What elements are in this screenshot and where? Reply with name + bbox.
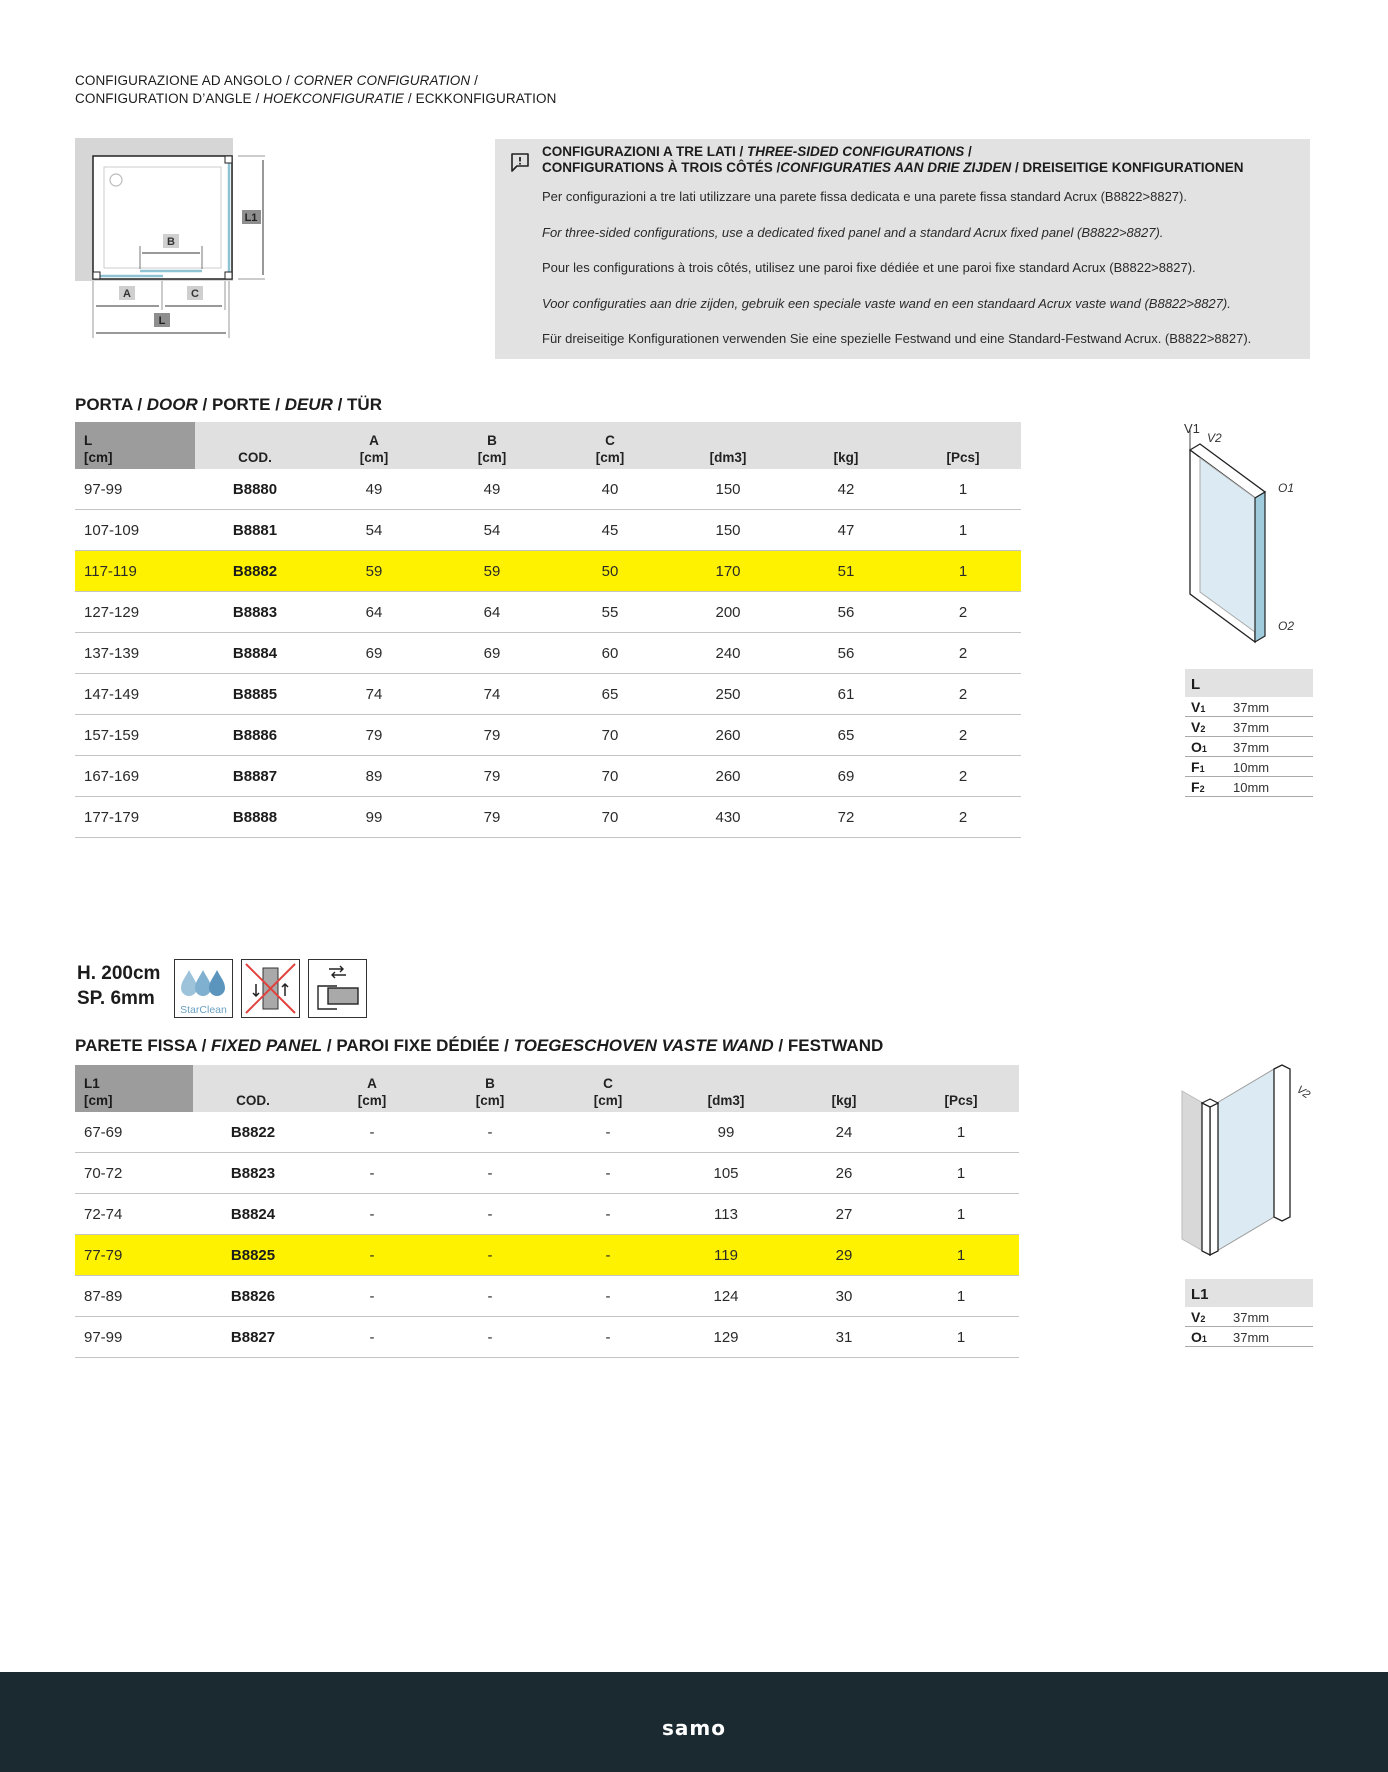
- table-cell: 1: [903, 1276, 1019, 1317]
- table-cell: 119: [667, 1235, 785, 1276]
- header-unit: [cm]: [359, 450, 389, 465]
- profile-key-letter: O: [1191, 1329, 1202, 1345]
- table-row: [75, 1153, 1019, 1194]
- table-cell: -: [549, 1194, 667, 1235]
- profile-value: 10mm: [1233, 780, 1270, 795]
- table-row: [75, 551, 1021, 592]
- table-cell: -: [549, 1317, 667, 1358]
- profile-row: [1185, 717, 1313, 737]
- table-cell: 2: [905, 797, 1021, 838]
- product-code-cell: B8827: [193, 1317, 313, 1358]
- profile-key-letter: F: [1191, 759, 1200, 775]
- header-unit: [kg]: [833, 450, 859, 465]
- table-cell: 69: [787, 756, 905, 797]
- table-cell: 2: [905, 756, 1021, 797]
- table-cell: 1: [903, 1194, 1019, 1235]
- header-unit: [cm]: [593, 1093, 623, 1108]
- table-cell: 167-169: [75, 756, 195, 797]
- profile-value: 37mm: [1233, 700, 1270, 715]
- table-cell: 54: [315, 510, 433, 551]
- table-cell: -: [431, 1112, 549, 1153]
- header-top: [669, 432, 787, 449]
- header-top: [667, 1075, 785, 1092]
- table-cell: 2: [905, 592, 1021, 633]
- label-v2: V2: [1294, 1083, 1313, 1102]
- table-cell: 65: [551, 674, 669, 715]
- profile-left: [1210, 1103, 1218, 1255]
- notice-text-fr: Pour les configurations à trois côtés, utilisez une paroi fixe dédiée et une paroi fixe standard Acrux (B8822>8827).: [542, 260, 1196, 275]
- table-row: [75, 1194, 1019, 1235]
- label-c: C: [191, 288, 199, 300]
- column-header: [667, 1065, 785, 1112]
- column-header: [549, 1065, 667, 1112]
- table-cell: 61: [787, 674, 905, 715]
- notice-text-nl: Voor configuraties aan drie zijden, gebruik een speciale vaste wand en een standaard Acrux vaste wand (B8822>8827).: [542, 296, 1231, 311]
- table-cell: 1: [905, 469, 1021, 510]
- profile-key-index: 2: [1200, 724, 1206, 734]
- table-cell: 97-99: [75, 469, 195, 510]
- starclean-label: StarClean: [180, 1004, 227, 1016]
- profile-key-index: 1: [1199, 764, 1205, 774]
- profile-row: [1185, 777, 1313, 797]
- profile-key-letter: V: [1191, 719, 1201, 735]
- column-header: [195, 422, 315, 469]
- table-cell: 45: [551, 510, 669, 551]
- starclean-graphic: [175, 960, 232, 1017]
- table-cell: 70: [551, 715, 669, 756]
- label-o2: O2: [1278, 619, 1295, 633]
- profile-key-index: 2: [1199, 784, 1205, 794]
- table-cell: 69: [433, 633, 551, 674]
- table-cell: 72: [787, 797, 905, 838]
- table-cell: 59: [433, 551, 551, 592]
- profile-key: [1185, 777, 1233, 796]
- header-top: L: [84, 433, 93, 448]
- table-cell: 50: [551, 551, 669, 592]
- table-cell: 107-109: [75, 510, 195, 551]
- table-cell: -: [313, 1235, 431, 1276]
- table-cell: 49: [315, 469, 433, 510]
- profile-row: [1185, 737, 1313, 757]
- table-cell: 260: [669, 715, 787, 756]
- table-row: [75, 715, 1021, 756]
- table-row: [75, 633, 1021, 674]
- table-row: [75, 674, 1021, 715]
- header-unit: COD.: [236, 1093, 270, 1108]
- fixed-panel-table: [75, 1065, 1019, 1358]
- table-cell: 65: [787, 715, 905, 756]
- notice-text-en: For three-sided configurations, use a dedicated fixed panel and a standard Acrux fixed panel (B8822>8827).: [542, 225, 1164, 240]
- notice-text-it: Per configurazioni a tre lati utilizzare una parete fissa dedicata e una parete fissa standard Acrux (B8822>8827).: [542, 189, 1187, 204]
- header-unit: [cm]: [84, 450, 113, 465]
- label-a: A: [123, 288, 131, 300]
- profile-key-index: 1: [1201, 1334, 1207, 1344]
- product-code-cell: B8885: [195, 674, 315, 715]
- door-section-title: PORTA / DOOR / PORTE / DEUR / TÜR: [75, 395, 382, 414]
- table-cell: 177-179: [75, 797, 195, 838]
- table-cell: -: [431, 1317, 549, 1358]
- product-code-cell: B8886: [195, 715, 315, 756]
- corner-post: [225, 272, 232, 279]
- table-cell: 137-139: [75, 633, 195, 674]
- profile-value: 37mm: [1233, 1310, 1270, 1325]
- profile-key-letter: V: [1191, 699, 1201, 715]
- header-unit: [dm3]: [707, 1093, 745, 1108]
- corner-post: [225, 156, 232, 163]
- profile-right: [1274, 1065, 1290, 1221]
- header-top: [905, 432, 1021, 449]
- header-unit: [cm]: [357, 1093, 387, 1108]
- product-code-cell: B8888: [195, 797, 315, 838]
- table-cell: 2: [905, 715, 1021, 756]
- table-cell: -: [313, 1153, 431, 1194]
- table-row: [75, 1112, 1019, 1153]
- profile-key-letter: F: [1191, 779, 1200, 795]
- header-line-1: CONFIGURAZIONE AD ANGOLO / CORNER CONFIGURATION /: [75, 73, 478, 88]
- table-cell: -: [313, 1317, 431, 1358]
- table-cell: 69: [315, 633, 433, 674]
- profile-key: [1185, 737, 1233, 756]
- table-cell: -: [549, 1235, 667, 1276]
- product-code-cell: B8884: [195, 633, 315, 674]
- header-top: [787, 432, 905, 449]
- table-cell: 30: [785, 1276, 903, 1317]
- header-top: B: [487, 433, 497, 448]
- header-unit: [Pcs]: [946, 450, 980, 465]
- header-unit: [cm]: [477, 450, 507, 465]
- profile-value: 37mm: [1233, 720, 1270, 735]
- table-cell: -: [313, 1112, 431, 1153]
- table-cell: 127-129: [75, 592, 195, 633]
- door-profile-table: [1185, 669, 1313, 797]
- header-top: [903, 1075, 1019, 1092]
- table-cell: 49: [433, 469, 551, 510]
- table-cell: -: [431, 1235, 549, 1276]
- table-cell: -: [431, 1153, 549, 1194]
- table-cell: 51: [787, 551, 905, 592]
- starclean-drops-icon: [174, 959, 233, 1018]
- table-cell: 1: [905, 510, 1021, 551]
- fixed-panel-3d-drawing: [1178, 1063, 1318, 1263]
- table-cell: 2: [905, 674, 1021, 715]
- label-l: L: [158, 315, 166, 327]
- product-code-cell: B8822: [193, 1112, 313, 1153]
- profile-key: [1185, 757, 1233, 776]
- profile-key-index: 1: [1200, 704, 1206, 714]
- table-cell: 430: [669, 797, 787, 838]
- header-top: L1: [84, 1076, 100, 1091]
- table-cell: 1: [903, 1153, 1019, 1194]
- profile-row: [1185, 1307, 1313, 1327]
- table-row: [75, 592, 1021, 633]
- column-header: [313, 1065, 431, 1112]
- table-cell: 99: [315, 797, 433, 838]
- profile-header: L: [1185, 669, 1313, 697]
- table-cell: 2: [905, 633, 1021, 674]
- table-cell: 150: [669, 510, 787, 551]
- table-cell: 54: [433, 510, 551, 551]
- table-cell: 79: [433, 756, 551, 797]
- table-cell: 42: [787, 469, 905, 510]
- profile-front: [1202, 1103, 1210, 1255]
- product-code-cell: B8880: [195, 469, 315, 510]
- glass-panel: [1210, 1069, 1274, 1255]
- profile-key-letter: O: [1191, 739, 1202, 755]
- door-3d-drawing: [1180, 418, 1320, 658]
- fixed-panel-section-title: PARETE FISSA / FIXED PANEL / PAROI FIXE DÉDIÉE / TOEGESCHOVEN VASTE WAND / FESTWAND: [75, 1036, 884, 1055]
- table-header-row: [75, 1065, 1019, 1112]
- table-row: [75, 756, 1021, 797]
- table-cell: 99: [667, 1112, 785, 1153]
- page-footer: [0, 1672, 1388, 1772]
- table-cell: 70-72: [75, 1153, 193, 1194]
- fixed-panel-profile-table: [1185, 1279, 1313, 1347]
- sliding-panel-graphic: [309, 960, 366, 1017]
- table-cell: 147-149: [75, 674, 195, 715]
- height-label: H. 200cm: [77, 963, 161, 984]
- table-cell: 72-74: [75, 1194, 193, 1235]
- column-header: [75, 1065, 193, 1112]
- table-cell: 79: [315, 715, 433, 756]
- label-b: B: [167, 236, 175, 248]
- table-cell: 70: [551, 756, 669, 797]
- table-cell: 70: [551, 797, 669, 838]
- product-code-cell: B8887: [195, 756, 315, 797]
- table-cell: 27: [785, 1194, 903, 1235]
- header-unit: [kg]: [831, 1093, 857, 1108]
- product-code-cell: B8883: [195, 592, 315, 633]
- table-cell: 105: [667, 1153, 785, 1194]
- table-cell: -: [431, 1194, 549, 1235]
- table-cell: 1: [903, 1235, 1019, 1276]
- table-row: [75, 797, 1021, 838]
- label-v1: V1: [1184, 421, 1200, 436]
- profile-value: 37mm: [1233, 740, 1270, 755]
- header-unit: [cm]: [84, 1093, 113, 1108]
- table-cell: -: [549, 1112, 667, 1153]
- table-cell: 79: [433, 797, 551, 838]
- header-unit: COD.: [238, 450, 272, 465]
- table-cell: -: [313, 1194, 431, 1235]
- profile-key: [1185, 717, 1233, 736]
- product-code-cell: B8825: [193, 1235, 313, 1276]
- column-header: [315, 422, 433, 469]
- column-header: [433, 422, 551, 469]
- table-cell: -: [313, 1276, 431, 1317]
- column-header: [787, 422, 905, 469]
- corner-configuration-diagram: [75, 138, 305, 338]
- header-unit: [dm3]: [709, 450, 747, 465]
- table-cell: 129: [667, 1317, 785, 1358]
- not-reversible-icon: [241, 959, 300, 1018]
- profile-row: [1185, 757, 1313, 777]
- header-top: B: [485, 1076, 495, 1091]
- table-cell: 1: [903, 1112, 1019, 1153]
- table-cell: 64: [315, 592, 433, 633]
- column-header: [431, 1065, 549, 1112]
- profile-key-index: 2: [1200, 1314, 1206, 1324]
- profile-key-index: 1: [1201, 744, 1207, 754]
- header-top: [193, 1075, 313, 1092]
- header-top: A: [369, 433, 379, 448]
- table-row: [75, 510, 1021, 551]
- header-unit: [cm]: [595, 450, 625, 465]
- table-cell: 31: [785, 1317, 903, 1358]
- column-header: [75, 422, 195, 469]
- table-cell: 113: [667, 1194, 785, 1235]
- profile-value: 10mm: [1233, 760, 1270, 775]
- table-cell: 55: [551, 592, 669, 633]
- header-top: [785, 1075, 903, 1092]
- table-cell: 200: [669, 592, 787, 633]
- table-cell: -: [549, 1276, 667, 1317]
- table-cell: 124: [667, 1276, 785, 1317]
- thickness-label: SP. 6mm: [77, 988, 155, 1009]
- table-cell: -: [431, 1276, 549, 1317]
- table-cell: 157-159: [75, 715, 195, 756]
- table-row: [75, 469, 1021, 510]
- table-cell: 64: [433, 592, 551, 633]
- profile-key-letter: V: [1191, 1309, 1201, 1325]
- alert-speech-bubble-icon: [509, 151, 531, 173]
- header-top: C: [603, 1076, 613, 1091]
- page-header: [75, 72, 556, 108]
- table-cell: 26: [785, 1153, 903, 1194]
- table-cell: 117-119: [75, 551, 195, 592]
- product-code-cell: B8882: [195, 551, 315, 592]
- notice-text-de: Für dreiseitige Konfigurationen verwenden Sie eine spezielle Festwand und eine Standard-Festwand Acrux. (B8822>8827).: [542, 331, 1252, 346]
- profile-key: [1185, 697, 1233, 716]
- table-cell: 170: [669, 551, 787, 592]
- door-table: [75, 422, 1021, 838]
- table-cell: 74: [315, 674, 433, 715]
- profile-header: L1: [1185, 1279, 1313, 1307]
- table-cell: 56: [787, 592, 905, 633]
- table-row: [75, 1317, 1019, 1358]
- table-cell: 79: [433, 715, 551, 756]
- product-code-cell: B8881: [195, 510, 315, 551]
- table-cell: 24: [785, 1112, 903, 1153]
- header-top: C: [605, 433, 615, 448]
- table-cell: 56: [787, 633, 905, 674]
- table-cell: 77-79: [75, 1235, 193, 1276]
- column-header: [193, 1065, 313, 1112]
- table-cell: 29: [785, 1235, 903, 1276]
- table-cell: 260: [669, 756, 787, 797]
- column-header: [551, 422, 669, 469]
- dimensions-summary: [77, 961, 160, 1011]
- column-header: [903, 1065, 1019, 1112]
- table-cell: 59: [315, 551, 433, 592]
- table-cell: 74: [433, 674, 551, 715]
- label-o1: O1: [1278, 481, 1295, 495]
- corner-post: [93, 272, 100, 279]
- product-code-cell: B8823: [193, 1153, 313, 1194]
- samo-logo: samo: [662, 1716, 726, 1740]
- three-sided-notice: [495, 139, 1310, 359]
- header-unit: [cm]: [475, 1093, 505, 1108]
- glass-edge: [1255, 492, 1265, 642]
- not-reversible-graphic: [242, 960, 299, 1017]
- profile-key: [1185, 1327, 1233, 1346]
- sliding-panel-icon: [308, 959, 367, 1018]
- header-line-2: CONFIGURATION D’ANGLE / HOEKCONFIGURATIE / ECKKONFIGURATION: [75, 91, 557, 106]
- column-header: [905, 422, 1021, 469]
- column-header: [669, 422, 787, 469]
- table-header-row: [75, 422, 1021, 469]
- header-top: A: [367, 1076, 377, 1091]
- table-cell: 1: [903, 1317, 1019, 1358]
- product-code-cell: B8824: [193, 1194, 313, 1235]
- profile-key: [1185, 1307, 1233, 1326]
- header-top: [195, 432, 315, 449]
- label-v2: V2: [1207, 431, 1222, 445]
- profile-row: [1185, 697, 1313, 717]
- table-cell: 67-69: [75, 1112, 193, 1153]
- header-unit: [Pcs]: [944, 1093, 978, 1108]
- table-cell: 40: [551, 469, 669, 510]
- table-cell: 250: [669, 674, 787, 715]
- table-cell: 87-89: [75, 1276, 193, 1317]
- column-header: [785, 1065, 903, 1112]
- table-cell: 240: [669, 633, 787, 674]
- product-code-cell: B8826: [193, 1276, 313, 1317]
- profile-row: [1185, 1327, 1313, 1347]
- table-cell: 60: [551, 633, 669, 674]
- label-l1: L1: [244, 212, 258, 224]
- table-cell: 1: [905, 551, 1021, 592]
- table-row: [75, 1276, 1019, 1317]
- table-cell: 47: [787, 510, 905, 551]
- table-cell: 89: [315, 756, 433, 797]
- table-cell: 97-99: [75, 1317, 193, 1358]
- table-row: [75, 1235, 1019, 1276]
- notice-title: CONFIGURAZIONI A TRE LATI / THREE-SIDED CONFIGURATIONS / CONFIGURATIONS À TROIS CÔTÉS /CONFIGURATIES AAN DRIE ZIJDEN / DREISEITIGE KONFIGURATIONEN: [542, 144, 1244, 175]
- table-cell: -: [549, 1153, 667, 1194]
- table-cell: 150: [669, 469, 787, 510]
- profile-value: 37mm: [1233, 1330, 1270, 1345]
